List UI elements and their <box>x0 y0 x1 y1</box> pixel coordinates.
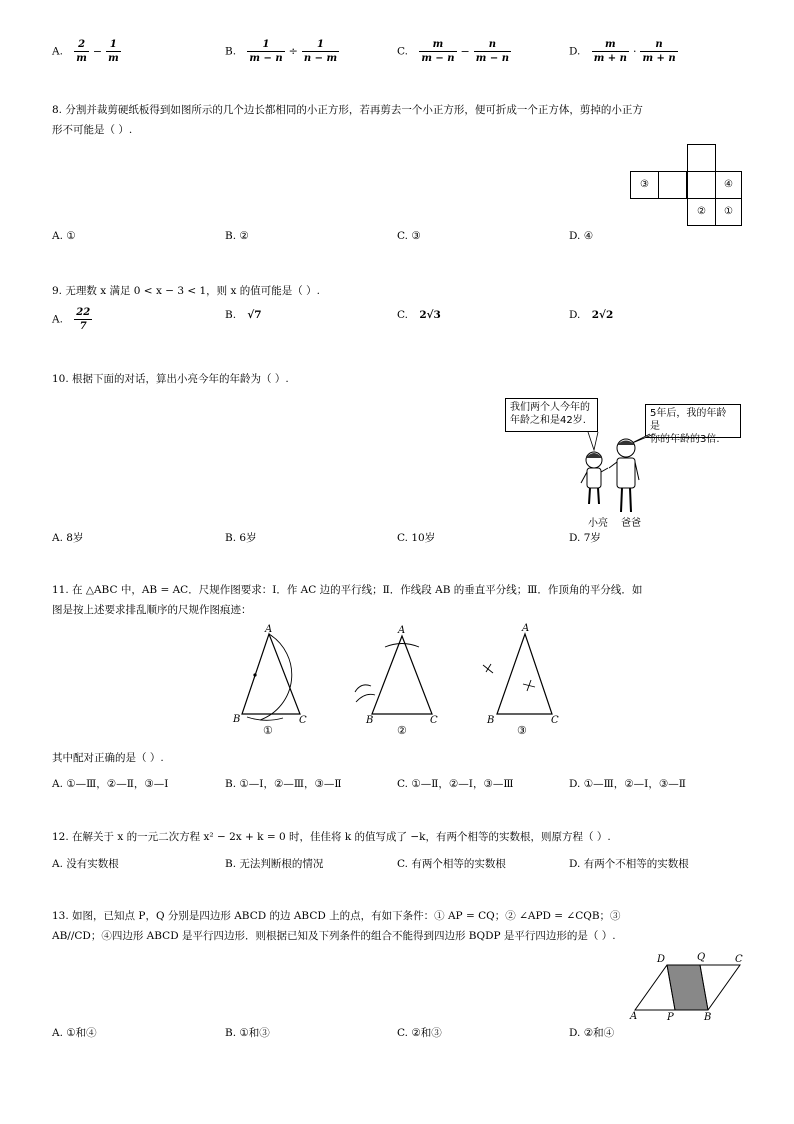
q10-option-d[interactable]: D. 7岁 <box>569 532 601 544</box>
q13-option-d[interactable]: D. ②和④ <box>569 1027 615 1039</box>
q12-option-d[interactable]: D. 有两个不相等的实数根 <box>569 858 689 870</box>
speech-bubble-xiaoliang: 我们两个人今年的 年龄之和是42岁. <box>505 398 598 432</box>
fraction: $\frac{22}{7}$ <box>76 307 91 332</box>
q9-option-a[interactable]: A. $\frac{22}{7}$ <box>52 307 91 332</box>
q7-option-b[interactable]: B. $\frac{1}{m - n}$ ÷ $\frac{1}{n - m}$ <box>225 39 338 64</box>
q11-option-c[interactable]: C. ①—Ⅱ，②—Ⅰ，③—Ⅲ <box>397 778 514 790</box>
q8-option-d[interactable]: D. ④ <box>569 230 594 242</box>
net-cell <box>658 171 687 199</box>
q10-option-c[interactable]: C. 10岁 <box>397 532 436 544</box>
fraction: $\frac{n}{m + n}$ <box>642 39 676 64</box>
figure-1-triangle <box>232 624 307 726</box>
q13-stem-line1: 13. 如图，已知点 P，Q 分别是四边形 ABCD 的边 ABCD 上的点，有如下条件：① AP = CQ；② ∠APD = ∠CQB；③ <box>52 910 621 922</box>
q9-option-b[interactable]: B. √7 <box>225 309 262 321</box>
q12-stem: 12. 在解关于 x 的一元二次方程 x² − 2x + k = 0 时，佳佳将 k 的值写成了 −k，有两个相等的实数根，则原方程（ ）. <box>52 831 611 843</box>
q11-stem-line1: 11. 在 △ABC 中，AB = AC．尺规作图要求：Ⅰ．作 AC 边的平行线；Ⅱ．作线段 AB 的垂直平分线；Ⅲ．作顶角的平分线．如 <box>52 584 643 596</box>
fraction: $\frac{1}{m}$ <box>108 39 119 64</box>
fraction: $\frac{1}{n - m}$ <box>303 39 338 64</box>
label-xiaoliang: 小亮 <box>588 518 608 529</box>
svg-text:C: C <box>430 715 438 726</box>
net-cell-3: ③ <box>630 171 659 199</box>
fraction: $\frac{m}{m - n}$ <box>421 39 455 64</box>
q9-option-d[interactable]: D. 2√2 <box>569 309 614 321</box>
q8-stem-line1: 8. 分割并裁剪硬纸板得到如图所示的几个边长都相同的小正方形，若再剪去一个小正方形，便可折成一个正方体，剪掉的小正方 <box>52 104 643 116</box>
q9-option-c[interactable]: C. 2√3 <box>397 309 441 321</box>
q12-option-c[interactable]: C. 有两个相等的实数根 <box>397 858 506 870</box>
q8-stem-line2: 形不可能是（ ）. <box>52 124 133 136</box>
q7-option-d[interactable]: D. $\frac{m}{m + n}$ · $\frac{n}{m + n}$ <box>569 39 676 64</box>
figure-2-label: ② <box>397 724 407 737</box>
figure-3-triangle <box>483 623 559 726</box>
net-cell <box>687 171 716 199</box>
q7-option-c[interactable]: C. $\frac{m}{m - n}$ − $\frac{n}{m - n}$ <box>397 39 509 64</box>
fraction: $\frac{1}{m - n}$ <box>249 39 283 64</box>
fraction: $\frac{n}{m - n}$ <box>475 39 509 64</box>
speech-bubble-dad: 5年后，我的年龄是 你的年龄的3倍. <box>645 404 741 438</box>
q8-option-a[interactable]: A. ① <box>52 230 76 242</box>
figure-2-triangle <box>355 625 438 726</box>
net-cell-4: ④ <box>715 171 742 199</box>
point-a: A <box>630 1011 638 1022</box>
q13-option-a[interactable]: A. ①和④ <box>52 1027 97 1039</box>
figure-1-label: ① <box>263 724 273 737</box>
net-cell-2: ② <box>687 198 716 226</box>
q9-stem: 9. 无理数 x 满足 0 < x − 3 < 1，则 x 的值可能是（ ）. <box>52 285 320 297</box>
svg-text:C: C <box>551 715 559 726</box>
q10-option-a[interactable]: A. 8岁 <box>52 532 84 544</box>
svg-text:B: B <box>233 714 241 725</box>
fraction: $\frac{m}{m + n}$ <box>593 39 627 64</box>
q7-option-a[interactable]: A. $\frac{2}{m}$ − $\frac{1}{m}$ <box>52 39 119 64</box>
q13-parallelogram-figure <box>628 950 748 1024</box>
net-cell <box>687 144 716 172</box>
point-c: C <box>735 954 743 965</box>
q10-option-b[interactable]: B. 6岁 <box>225 532 257 544</box>
q10-stem: 10. 根据下面的对话，算出小亮今年的年龄为（ ）. <box>52 373 289 385</box>
point-p: P <box>667 1012 674 1023</box>
q11-prompt: 其中配对正确的是（ ）. <box>52 752 164 764</box>
q13-option-b[interactable]: B. ①和③ <box>225 1027 270 1039</box>
svg-text:B: B <box>487 715 495 726</box>
q8-option-b[interactable]: B. ② <box>225 230 249 242</box>
figure-3-label: ③ <box>517 724 527 737</box>
svg-text:C: C <box>299 715 307 726</box>
fraction: $\frac{2}{m}$ <box>76 39 87 64</box>
net-cell-1: ① <box>715 198 742 226</box>
svg-text:A: A <box>522 623 530 634</box>
q11-option-b[interactable]: B. ①—Ⅰ，②—Ⅲ，③—Ⅱ <box>225 778 342 790</box>
boy-and-dad-illustration <box>560 428 670 526</box>
q13-option-c[interactable]: C. ②和③ <box>397 1027 442 1039</box>
q11-option-d[interactable]: D. ①—Ⅲ，②—Ⅰ，③—Ⅱ <box>569 778 686 790</box>
q11-stem-line2: 图是按上述要求排乱顺序的尺规作图痕迹： <box>52 604 252 616</box>
svg-text:A: A <box>398 625 406 636</box>
point-d: D <box>657 954 666 965</box>
q11-option-a[interactable]: A. ①—Ⅲ，②—Ⅱ，③—Ⅰ <box>52 778 169 790</box>
q12-option-b[interactable]: B. 无法判断根的情况 <box>225 858 324 870</box>
point-q: Q <box>697 952 706 963</box>
q12-option-a[interactable]: A. 没有实数根 <box>52 858 119 870</box>
svg-text:A: A <box>265 624 273 635</box>
svg-text:B: B <box>366 715 374 726</box>
q13-stem-line2: AB//CD；④四边形 ABCD 是平行四边形．则根据已知及下列条件的组合不能得到四边形 BQDP 是平行四边形的是（ ）. <box>52 930 616 942</box>
q8-option-c[interactable]: C. ③ <box>397 230 421 242</box>
label-dad: 爸爸 <box>621 518 641 529</box>
point-b: B <box>704 1012 712 1023</box>
